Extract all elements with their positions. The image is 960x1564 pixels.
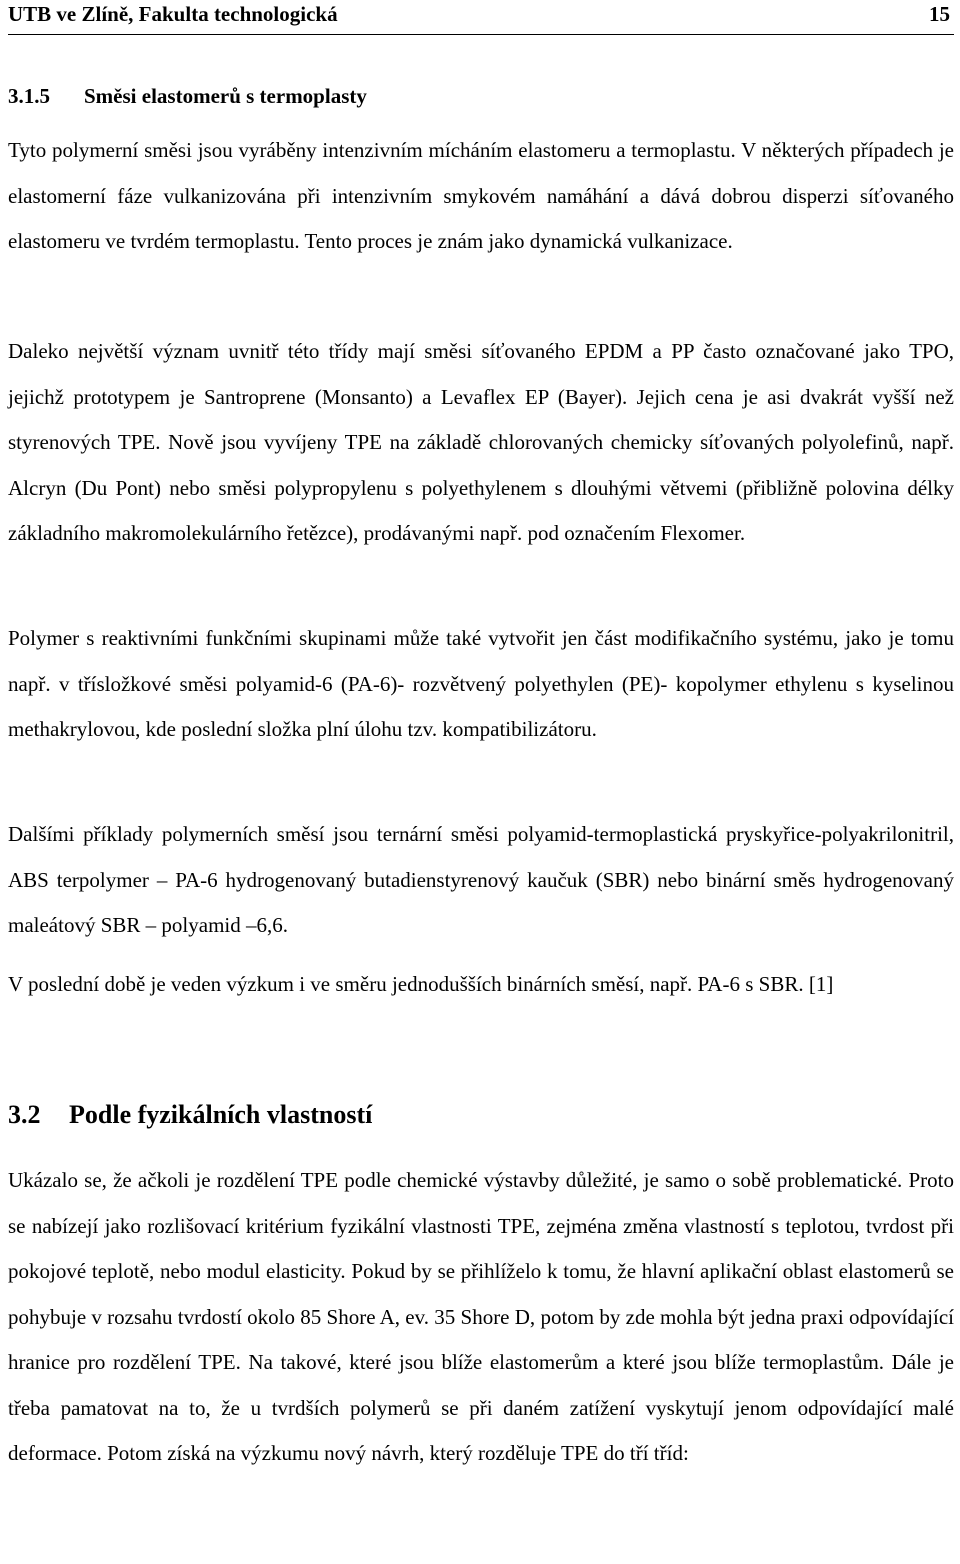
section-number: 3.1.5 (8, 84, 50, 108)
paragraph-6: Ukázalo se, že ačkoli je rozdělení TPE podle chemické výstavby důležité, je samo o sobě problematické. Proto se nabízejí jako rozlišovací kritérium fyzikální vlastnosti TPE, zejména změna vlastností s teplotou, tvrdost při pokojové teplotě, nebo modul elasticity. Pokud by se přihlíželo k tomu, že hlavní aplikační oblast elastomerů se pohybuje v rozsahu tvrdostí okolo 85 Shore A, ev. 35 Shore D, potom by zde mohla být jedna praxi odpovídající hranice pro rozdělení TPE. Na takové, které jsou blíže elastomerům a které jsou blíže termoplastům. Dále je třeba pamatovat na to, že u tvrdších polymerů se při daném zatížení vyskytují jenom odpovídající malé deformace. Potom získá na výzkumu nový návrh, který rozděluje TPE do tří tříd: (8, 1168, 954, 1465)
section-title: Podle fyzikálních vlastností (69, 1100, 373, 1129)
paragraph-3: Polymer s reaktivními funkčními skupinami může také vytvořit jen část modifikačního systému, jako je tomu např. v třísložkové směsi polyamid-6 (PA-6)- rozvětvený polyethylen (PE)- kopolymer ethylenu s kyselinou methakrylovou, kde poslední složka plní úlohu tzv. kompatibilizátoru. (8, 626, 954, 741)
section-heading-3-2 (8, 1098, 372, 1132)
paragraph-4: Dalšími příklady polymerních směsí jsou ternární směsi polyamid-termoplastická pryskyřice-polyakrilonitril, ABS terpolymer – PA-6 hydrogenovaný butadienstyrenový kaučuk (SBR) nebo binární směs hydrogenovaný maleátový SBR – polyamid –6,6. (8, 822, 954, 937)
header-school-name: UTB ve Zlíně, Fakulta technologická (8, 2, 338, 26)
paragraph-5: V poslední době je veden výzkum i ve směru jednodušších binárních směsí, např. PA-6 s SBR. [1] (8, 972, 834, 996)
section-title: Směsi elastomerů s termoplasty (84, 84, 367, 108)
page-header (8, 0, 954, 35)
paragraph-2: Daleko největší význam uvnitř této třídy mají směsi síťovaného EPDM a PP často označované jako TPO, jejichž prototypem je Santroprene (Monsanto) a Levaflex EP (Bayer). Jejich cena je asi dvakrát vyšší než styrenových TPE. Nově jsou vyvíjeny TPE na základě chlorovaných chemicky síťovaných polyolefinů, např. Alcryn (Du Pont) nebo směsi polypropylenu s polyethylenem s dlouhými větvemi (přibližně polovina délky základního makromolekulárního řetězce), prodávanými např. pod označením Flexomer. (8, 339, 954, 545)
section-heading-3-1-5 (8, 82, 367, 110)
section-number: 3.2 (8, 1100, 41, 1129)
paragraph-1: Tyto polymerní směsi jsou vyráběny intenzivním mícháním elastomeru a termoplastu. V některých případech je elastomerní fáze vulkanizována při intenzivním smykovém namáhání a dává dobrou disperzi síťovaného elastomeru ve tvrdém termoplastu. Tento proces je znám jako dynamická vulkanizace. (8, 138, 954, 253)
page-number: 15 (929, 2, 950, 26)
